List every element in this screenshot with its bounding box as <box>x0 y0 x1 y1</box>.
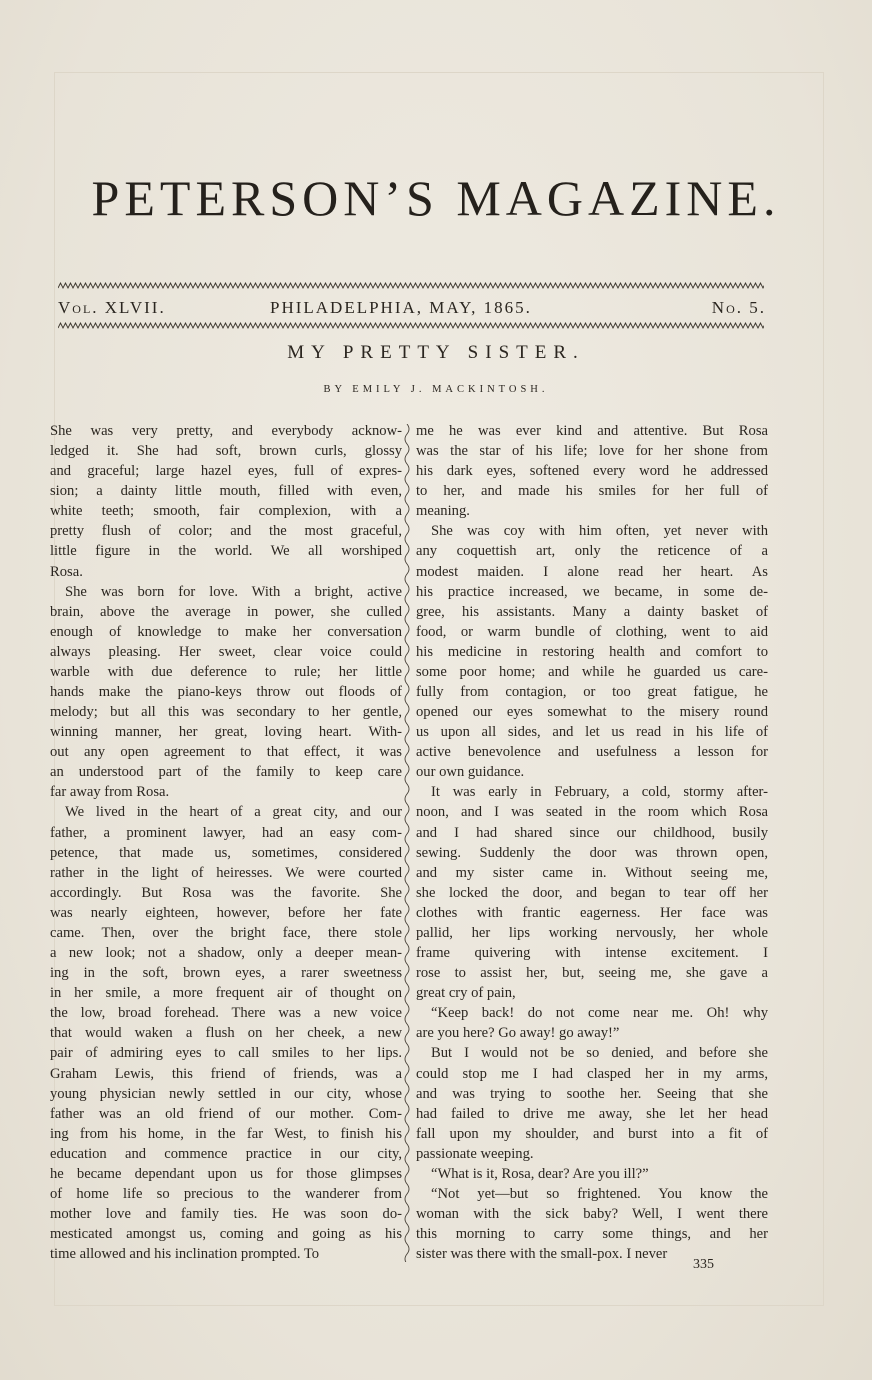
text-line: white teeth; smooth, fair complexion, with a <box>50 503 402 520</box>
text-line: out any open agreement to that effect, it was <box>50 744 402 761</box>
issue-number-label: No. 5. <box>711 298 766 317</box>
text-line: gree, his assistants. Many a dainty basket of <box>416 603 768 620</box>
text-line: his medicine in restoring health and comfort to <box>416 643 768 660</box>
text-line: was nearly eighteen, however, before her fate <box>50 904 402 921</box>
text-line: an understood part of the family to keep care <box>50 764 402 781</box>
text-line: ledged it. She had soft, brown curls, glossy <box>50 443 402 460</box>
text-line: woman with the sick baby? Well, I went there <box>416 1206 768 1223</box>
text-line: he became dependant upon us for those glimpses <box>50 1165 402 1182</box>
text-line: father, a prominent lawyer, had an easy com- <box>50 824 402 841</box>
ornamental-rule-top <box>58 282 764 290</box>
text-line: rose to assist her, but, seeing me, she gave a <box>416 965 768 982</box>
place-date-label: PHILADELPHIA, MAY, 1865. <box>270 298 532 317</box>
text-line: any coquettish art, only the reticence of a <box>416 543 768 560</box>
text-line: brain, above the average in power, she culled <box>50 603 402 620</box>
text-line: education and commence practice in our city, <box>50 1145 402 1162</box>
text-line: hands make the piano-keys throw out floods of <box>50 684 402 701</box>
text-line: father was an old friend of our mother. Com- <box>50 1105 402 1122</box>
text-line: and was trying to soothe her. Seeing that she <box>416 1085 768 1102</box>
text-line: little figure in the world. We all worshiped <box>50 543 402 560</box>
text-line: Graham Lewis, this friend of friends, was a <box>50 1065 402 1082</box>
text-line: “Not yet—but so frightened. You know the <box>431 1185 768 1202</box>
text-line: meaning. <box>416 503 470 520</box>
text-line: warble with due deference to rule; her little <box>50 663 402 680</box>
text-line: winning manner, her great, loving heart. With- <box>50 724 402 741</box>
text-line: fully from contagion, or too great fatigue, he <box>416 684 768 701</box>
text-line: are you here? Go away! go away!” <box>416 1025 620 1042</box>
text-line: fall upon my shoulder, and burst into a fit of <box>416 1125 768 1142</box>
text-line: and I had shared since our childhood, busily <box>416 824 768 841</box>
text-line: ing from his home, in the far West, to finish his <box>50 1125 402 1142</box>
text-line: mother love and family ties. He was soon do- <box>50 1206 402 1223</box>
text-line: some poor home; and while he guarded us care- <box>416 663 768 680</box>
text-line: always pleasing. Her sweet, clear voice could <box>50 643 402 660</box>
volume-label: Vol. XLVII. <box>58 298 166 317</box>
text-line: accordingly. But Rosa was the favorite. She <box>50 884 402 901</box>
text-line: his dark eyes, softened every word he addressed <box>416 463 768 480</box>
text-line: frame quivering with intense excitement. I <box>416 945 768 962</box>
masthead-title: PETERSON’S MAGAZINE. <box>91 170 781 226</box>
text-line: We lived in the heart of a great city, and our <box>65 804 402 821</box>
text-line: time allowed and his inclination prompted. To <box>50 1246 320 1263</box>
text-line: this morning to carry some things, and her <box>416 1226 768 1243</box>
text-line: she locked the door, and began to tear off her <box>416 884 768 901</box>
text-line: She was very pretty, and everybody acknow- <box>50 423 402 439</box>
text-line: sion; a dainty little mouth, filled with even, <box>50 483 402 500</box>
text-line: his practice increased, we became, in some de- <box>416 583 768 600</box>
text-line: the low, broad forehead. There was a new voice <box>50 1005 402 1022</box>
text-line: pretty flush of color; and the most graceful, <box>50 523 402 540</box>
text-line: sewing. Suddenly the door was thrown open, <box>416 844 768 861</box>
right-text-column <box>416 421 768 1264</box>
text-line: me he was ever kind and attentive. But Rosa <box>416 423 768 439</box>
text-line: us upon all sides, and let us read in his life of <box>416 724 768 741</box>
text-line: of home life so precious to the wanderer from <box>50 1185 402 1202</box>
text-line: came. Then, over the bright face, there stole <box>50 924 402 941</box>
text-line: ing in the soft, brown eyes, a rarer sweetness <box>50 965 402 982</box>
text-line: Rosa. <box>50 563 83 580</box>
text-line: She was coy with him often, yet never with <box>431 523 768 540</box>
text-line: noon, and I was seated in the room which Rosa <box>416 804 768 821</box>
left-text-column <box>50 421 402 1264</box>
article-title: MY PRETTY SISTER. <box>287 342 585 363</box>
text-line: melody; but all this was secondary to her gentle, <box>50 704 402 721</box>
text-line: was the star of his life; love for her shone from <box>416 443 768 460</box>
text-line: and my sister came in. Without seeing me, <box>416 864 768 881</box>
text-line: our own guidance. <box>416 764 525 781</box>
text-line: sister was there with the small-pox. I never <box>416 1246 668 1263</box>
text-line: enough of knowledge to make her conversation <box>50 623 402 640</box>
text-line: to her, and made his smiles for her full of <box>416 483 768 500</box>
text-line: “What is it, Rosa, dear? Are you ill?” <box>431 1165 649 1182</box>
text-line: opened our eyes somewhat to the misery round <box>416 704 768 721</box>
text-line: “Keep back! do not come near me. Oh! why <box>431 1005 768 1022</box>
text-line: young physician newly settled in our city, whose <box>50 1085 402 1102</box>
article-byline: BY EMILY J. MACKINTOSH. <box>323 384 549 395</box>
text-line: pair of admiring eyes to call smiles to her lips. <box>50 1045 402 1062</box>
text-line: and graceful; large hazel eyes, full of expres- <box>50 463 402 480</box>
text-line: clothes with frantic eagerness. Her face was <box>416 904 768 921</box>
issue-line <box>58 296 766 320</box>
text-line: in her smile, a more frequent air of thought on <box>50 985 402 1002</box>
text-line: modest maiden. I alone read her heart. As <box>416 563 768 580</box>
column-divider <box>400 424 414 1262</box>
text-line: great cry of pain, <box>416 985 516 1002</box>
text-line: It was early in February, a cold, stormy after- <box>431 784 768 801</box>
text-line: But I would not be so denied, and before she <box>431 1045 768 1062</box>
text-line: mesticated amongst us, coming and going as his <box>50 1226 402 1243</box>
text-line: passionate weeping. <box>416 1145 534 1162</box>
text-line: that would waken a flush on her cheek, a new <box>50 1025 402 1042</box>
text-line: a new look; not a shadow, only a deeper mean- <box>50 945 402 962</box>
text-line: rather in the light of heiresses. We were courted <box>50 864 402 881</box>
text-line: active benevolence and usefulness a lesson for <box>416 744 768 761</box>
ornamental-rule-bottom <box>58 322 764 330</box>
text-line: She was born for love. With a bright, active <box>65 583 402 600</box>
text-line: had failed to drive me away, she let her head <box>416 1105 768 1122</box>
page-number: 335 <box>693 1257 714 1272</box>
text-line: far away from Rosa. <box>50 784 170 801</box>
text-line: pallid, her lips working nervously, her whole <box>416 924 768 941</box>
text-line: could stop me I had clasped her in my arms, <box>416 1065 768 1082</box>
text-line: petence, that made us, sometimes, considered <box>50 844 402 861</box>
text-line: food, or warm bundle of clothing, went to aid <box>416 623 768 640</box>
